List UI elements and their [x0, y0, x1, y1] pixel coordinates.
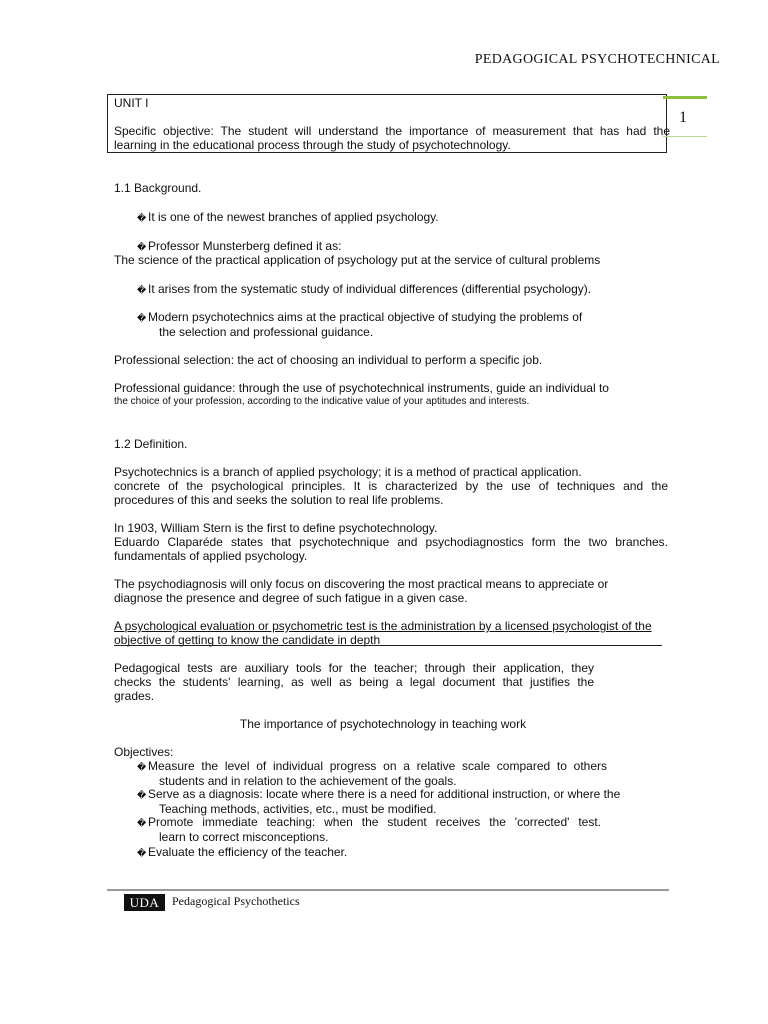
history-line-3: fundamentals of applied psychology.	[114, 549, 308, 563]
footer-text: Pedagogical Psychothetics	[172, 894, 300, 908]
list-item	[137, 787, 668, 816]
list-item	[137, 815, 601, 844]
guidance-line-2: the choice of your profession, according to the indicative value of your aptitudes and interests.	[114, 396, 530, 407]
pedagogical-line-2: checks the students' learning, as well as being a legal document that justifies the	[114, 675, 594, 689]
bullet-text: Measure the level of individual progress on a relative scale compared to others	[148, 759, 607, 773]
bullet-text-continuation: Teaching methods, activities, etc., must be modified.	[159, 802, 437, 816]
list-item	[137, 759, 607, 788]
bullet-glyph: �	[137, 213, 147, 223]
paragraph-psychotechnics-definition	[114, 465, 668, 507]
section-heading-background: 1.1 Background.	[114, 181, 202, 195]
objectives-label: Objectives:	[114, 745, 174, 759]
bullet-text-continuation: the selection and professional guidance.	[159, 325, 374, 339]
bullet-glyph: �	[137, 762, 147, 772]
history-line-1: In 1903, William Stern is the first to define psychotechnology.	[114, 521, 438, 535]
definition-line-1: Psychotechnics is a branch of applied psychology; it is a method of practical application.	[114, 465, 582, 479]
paragraph-psychodiagnosis	[114, 577, 668, 605]
paragraph-professional-selection: Professional selection: the act of choosing an individual to perform a specific job.	[114, 353, 543, 367]
psychodiagnosis-line-1: The psychodiagnosis will only focus on discovering the most practical means to appreciate or	[114, 577, 609, 591]
bullet-glyph: �	[137, 818, 147, 828]
bullet-text: Serve as a diagnosis: locate where there is a need for additional instruction, or where the	[148, 787, 621, 801]
bullet-glyph: �	[137, 313, 147, 323]
paragraph-pedagogical-tests	[114, 661, 594, 703]
bullet-text: Modern psychotechnics aims at the practical objective of studying the problems of	[148, 310, 583, 324]
page-header-title: PEDAGOGICAL PSYCHOTECHNICAL	[474, 52, 720, 67]
list-item	[137, 239, 668, 254]
list-item	[137, 310, 668, 339]
bullet-text: Promote immediate teaching: when the student receives the 'corrected' test.	[148, 815, 601, 829]
uda-logo: UDA	[124, 894, 165, 911]
psychodiagnosis-line-2: diagnose the presence and degree of such fatigue in a given case.	[114, 591, 468, 605]
footer-rule	[107, 889, 669, 891]
history-line-2: Eduardo Claparéde states that psychotechnique and psychodiagnostics form the two branches.	[114, 535, 668, 549]
importance-title: The importance of psychotechnology in teaching work	[239, 717, 527, 731]
bullet-glyph: �	[137, 285, 147, 295]
bullet-glyph: �	[137, 790, 147, 800]
paragraph-history	[114, 521, 668, 563]
bullet-text: Professor Munsterberg defined it as:	[148, 239, 342, 253]
pedagogical-line-3: grades.	[114, 689, 155, 703]
list-item	[137, 210, 668, 225]
paragraph-professional-guidance	[114, 381, 668, 409]
definition-line-3: procedures of this and seeks the solution to real life problems.	[114, 493, 444, 507]
bullet-text-continuation: students and in relation to the achievement of the goals.	[159, 774, 457, 788]
paragraph-psychological-evaluation	[114, 619, 668, 647]
bullet-text: It is one of the newest branches of applied psychology.	[148, 210, 439, 224]
unit-objective-box	[107, 94, 670, 153]
definition-line-2: concrete of the psychological principles. It is characterized by the use of techniques and the	[114, 479, 668, 493]
unit-title: UNIT I	[114, 96, 149, 110]
bullet-glyph: �	[137, 848, 147, 858]
objective-line-2: learning in the educational process through the study of psychotechnology.	[114, 138, 511, 152]
objective-line-1: Specific objective: The student will understand the importance of measurement that has had the	[114, 124, 670, 138]
bullet-text-continuation: learn to correct misconceptions.	[159, 830, 329, 844]
bullet-text: Evaluate the efficiency of the teacher.	[148, 845, 348, 859]
list-item	[137, 845, 668, 860]
section-heading-definition: 1.2 Definition.	[114, 437, 188, 451]
paragraph-science-definition: The science of the practical application of psychology put at the service of cultural problems	[114, 253, 601, 267]
list-item	[137, 282, 668, 297]
guidance-line-1: Professional guidance: through the use of psychotechnical instruments, guide an individual to	[114, 381, 609, 395]
evaluation-line-2: objective of getting to know the candidate in depth	[114, 633, 381, 647]
evaluation-underline-rule	[114, 645, 662, 646]
pedagogical-line-1: Pedagogical tests are auxiliary tools for the teacher; through their application, they	[114, 661, 594, 675]
page-number: 1	[679, 109, 687, 126]
bullet-text: It arises from the systematic study of individual differences (differential psychology).	[148, 282, 592, 296]
evaluation-line-1: A psychological evaluation or psychometric test is the administration by a licensed psychologist of the	[114, 619, 652, 633]
bullet-glyph: �	[137, 242, 147, 252]
